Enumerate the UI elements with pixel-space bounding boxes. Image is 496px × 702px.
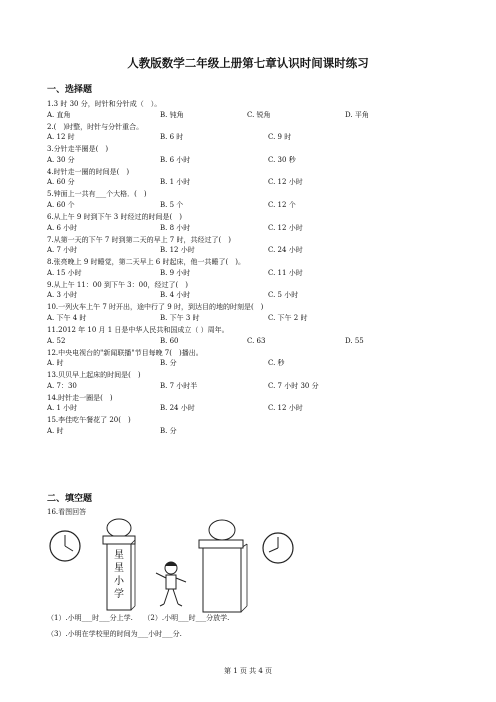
question-text: 4.时针走一圈的时间是( ) <box>47 167 130 176</box>
answer-option: B. 12 小时 <box>160 246 195 255</box>
answer-option: B. 9 小时 <box>160 268 191 277</box>
answer-option: B. 24 小时 <box>160 404 195 413</box>
school-gate-pillar-right <box>199 520 247 612</box>
answer-option: A. 6 小时 <box>47 223 78 232</box>
answer-option: A. 时 <box>47 359 64 368</box>
answer-option: A. 60 个 <box>47 200 75 209</box>
school-sign-char: 星 <box>114 550 124 561</box>
clock-right-icon <box>263 533 293 563</box>
question-text: 8.张亮晚上 9 时睡觉，第二天早上 6 时起床，他一共睡了( )。 <box>47 258 245 267</box>
answer-option: C. 下午 2 时 <box>268 313 308 322</box>
answer-option: A. 52 <box>47 336 66 345</box>
answer-option: B. 7 小时半 <box>160 381 198 390</box>
answer-option: D. 55 <box>345 336 364 345</box>
answer-option: B. 分 <box>160 359 177 368</box>
answer-option: C. 11 小时 <box>268 268 303 277</box>
clocks-school-figure <box>40 518 300 616</box>
answer-option: A. 12 时 <box>47 133 75 142</box>
question-text: 1.3 时 30 分，时针和分针成（ ）。 <box>47 100 162 108</box>
answer-option: B. 钝角 <box>160 110 184 119</box>
question-16-line-1: （1）.小明___时___分上学. （2）.小明___时___分放学. <box>47 614 230 622</box>
answer-option: A. 15 小时 <box>47 268 82 277</box>
question-text: 9.从上午 11：00 到下午 3：00，经过了( ) <box>47 280 188 289</box>
answer-option: B. 5 个 <box>160 200 184 209</box>
answer-option: C. 7 小时 30 分 <box>268 381 319 390</box>
question-text: 11.2012 年 10 月 1 日是中华人民共和国成立（ ）周年。 <box>47 326 229 334</box>
section-heading-fill: 二、填空题 <box>47 494 93 504</box>
answer-option: C. 12 个 <box>268 200 296 209</box>
answer-option: B. 4 小时 <box>160 291 191 300</box>
section-heading-choice: 一、选择题 <box>47 85 93 95</box>
answer-option: C. 24 小时 <box>268 246 303 255</box>
answer-option: C. 30 秒 <box>268 155 296 164</box>
school-sign-char: 小 <box>114 576 124 587</box>
question-text: 3.分针走半圈是( ) <box>47 145 109 154</box>
answer-option: A. 60 分 <box>47 178 75 187</box>
page-title: 人教版数学二年级上册第七章认识时间课时练习 <box>127 56 369 70</box>
answer-option: B. 分 <box>160 426 177 435</box>
answer-option: A. 3 小时 <box>47 291 78 300</box>
answer-option: A. 时 <box>47 426 64 435</box>
answer-option: A. 1 小时 <box>47 404 78 413</box>
question-text: 12.中央电视台的"新闻联播"节目每晚 7( )播出。 <box>47 348 203 357</box>
question-text: 15.李佳吃午餐花了 20( ) <box>47 416 131 425</box>
answer-option: B. 6 时 <box>160 133 184 142</box>
question-text: 2.( )时整，时针与分针重合。 <box>47 122 144 131</box>
answer-option: A. 30 分 <box>47 155 75 164</box>
answer-option: C. 5 小时 <box>268 291 299 300</box>
answer-option: A. 7：30 <box>47 381 77 390</box>
answer-option: B. 6 小时 <box>160 155 191 164</box>
answer-option: C. 9 时 <box>268 133 292 142</box>
question-text: 10.一列火车上午 7 时开出，途中行了 9 时，到达目的地的时刻是( ) <box>47 303 264 312</box>
answer-option: A. 直角 <box>47 110 71 119</box>
answer-option: C. 63 <box>247 336 266 345</box>
question-16-text: 16.看图回答 <box>47 508 87 516</box>
answer-option: B. 8 小时 <box>160 223 191 232</box>
question-text: 5.钟面上一共有___个大格．( ) <box>47 190 147 199</box>
answer-option: C. 秒 <box>268 359 285 368</box>
answer-option: B. 下午 3 时 <box>160 313 200 322</box>
answer-option: A. 下午 4 时 <box>47 313 87 322</box>
question-text: 6.从上午 9 时到下午 3 时经过的时间是( ) <box>47 213 182 221</box>
question-text: 7.从第一天的下午 7 时到第二天的早上 7 时，共经过了( ) <box>47 235 231 244</box>
question-16-line-2: （3）.小明在学校里的时间为___小时___分. <box>47 630 182 638</box>
answer-option: B. 1 小时 <box>160 178 191 187</box>
answer-option: C. 锐角 <box>247 110 271 119</box>
answer-option: C. 12 小时 <box>268 404 303 413</box>
student-figure <box>156 562 186 606</box>
question-text: 13.贝贝早上起床的时间是( ) <box>47 371 141 380</box>
answer-option: A. 7 小时 <box>47 246 78 255</box>
clock-left-icon <box>50 531 80 561</box>
question-text: 14.时针走一圈是( ) <box>47 393 113 402</box>
answer-option: B. 60 <box>160 336 179 345</box>
answer-option: D. 平角 <box>345 110 369 119</box>
answer-option: C. 12 小时 <box>268 223 303 232</box>
school-sign-char: 学 <box>114 589 124 600</box>
answer-option: C. 12 小时 <box>268 178 303 187</box>
school-sign-char: 星 <box>114 563 124 574</box>
page-footer: 第 1 页 共 4 页 <box>223 667 273 675</box>
